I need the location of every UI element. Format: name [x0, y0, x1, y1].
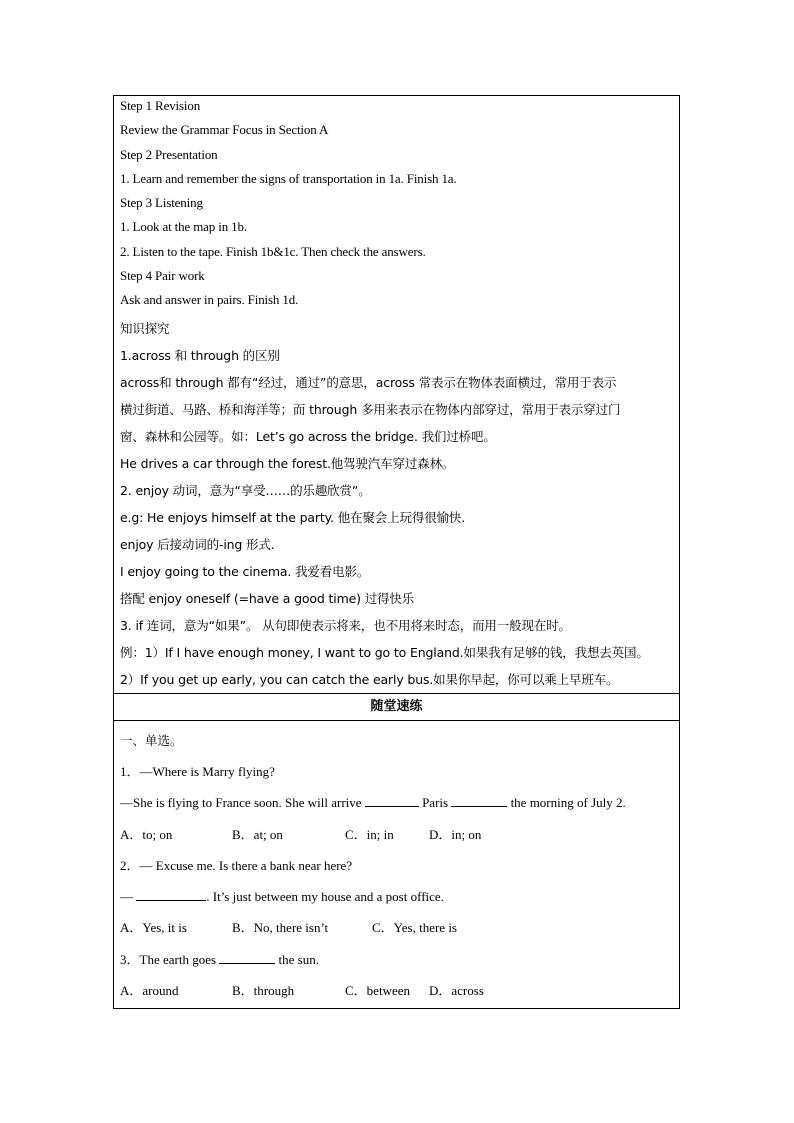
- option-b[interactable]: B．No, there isn’t: [232, 920, 329, 936]
- option-b[interactable]: B．through: [232, 983, 295, 999]
- point-2-line-a: e.g: He enjoys himself at the party. 他在聚会上玩得很愉快.: [120, 509, 466, 525]
- practice-section-header: 随堂速练: [114, 693, 679, 721]
- exercise-cell: [114, 721, 679, 1009]
- step-2-heading: Step 2 Presentation: [120, 146, 218, 162]
- step-2-text: 1. Learn and remember the signs of transportation in 1a. Finish 1a.: [120, 170, 457, 186]
- teaching-steps-cell: [114, 96, 679, 693]
- option-c[interactable]: C．in; in: [345, 826, 394, 842]
- question-3-sentence: [120, 944, 679, 975]
- option-d[interactable]: D．in; on: [429, 826, 482, 842]
- point-2-line-d: 搭配 enjoy oneself (=have a good time) 过得快乐: [120, 590, 415, 606]
- point-2-line-c: I enjoy going to the cinema. 我爱看电影。: [120, 563, 370, 579]
- point-2-line-b: enjoy 后接动词的-ing 形式.: [120, 536, 275, 552]
- answer-blank-1[interactable]: [365, 794, 419, 807]
- knowledge-heading: 知识探究: [120, 320, 170, 336]
- point-1-line-a: across和 through 都有“经过，通过”的意思，across 常表示在物体表面横过，常用于表示: [120, 374, 617, 390]
- question-3-options: [120, 975, 679, 1006]
- point-3-title: 3. if 连词，意为“如果”。 从句即使表示将来，也不用将来时态，而用一般现在时。: [120, 617, 571, 633]
- answer-blank-3[interactable]: [136, 888, 206, 901]
- answer-blank-2[interactable]: [451, 794, 507, 807]
- answer-blank-4[interactable]: [219, 951, 275, 964]
- question-3-text-a: 3．The earth goes: [120, 951, 220, 967]
- question-1-text-c: the morning of July 2.: [507, 795, 626, 811]
- step-4-heading: Step 4 Pair work: [120, 268, 205, 284]
- question-1-sentence: [120, 787, 679, 818]
- step-3-text-2: 2. Listen to the tape. Finish 1b&1c. Then check the answers.: [120, 243, 426, 259]
- point-1-line-d: He drives a car through the forest.他驾驶汽车穿过森林。: [120, 455, 455, 471]
- exercise-section-title: 一、单选。: [120, 732, 183, 748]
- question-1-text-a: —She is flying to France soon. She will arrive: [120, 795, 365, 811]
- option-b[interactable]: B．at; on: [232, 826, 283, 842]
- question-1-options: [120, 819, 679, 850]
- option-d[interactable]: D．across: [429, 983, 484, 999]
- lesson-table: [113, 95, 680, 1009]
- option-a[interactable]: A．to; on: [120, 826, 173, 842]
- point-3-line-a: 例：1）If I have enough money, I want to go to England.如果我有足够的钱，我想去英国。: [120, 644, 649, 660]
- point-2-title: 2. enjoy 动词，意为“享受……的乐趣欣赏”。: [120, 482, 371, 498]
- point-3-line-b: 2）If you get up early, you can catch the early bus.如果你早起，你可以乘上早班车。: [120, 671, 619, 687]
- question-1-prompt: 1．—Where is Marry flying?: [120, 763, 275, 779]
- question-2-sentence: [120, 881, 679, 912]
- step-1-text: Review the Grammar Focus in Section A: [120, 122, 329, 138]
- question-2-prompt: 2．— Excuse me. Is there a bank near here?: [120, 857, 353, 873]
- question-1-text-b: Paris: [418, 795, 452, 811]
- step-1-heading: Step 1 Revision: [120, 98, 201, 113]
- point-1-line-c: 窗、森林和公园等。如：Let’s go across the bridge. 我们过桥吧。: [120, 428, 496, 444]
- point-1-line-b: 横过街道、马路、桥和海洋等；而 through 多用来表示在物体内部穿过，常用于表示穿过门: [120, 401, 621, 417]
- option-c[interactable]: C．Yes, there is: [372, 920, 457, 936]
- option-a[interactable]: A．Yes, it is: [120, 920, 187, 936]
- option-a[interactable]: A．around: [120, 983, 179, 999]
- point-1-title: 1.across 和 through 的区别: [120, 347, 280, 363]
- question-2-options: [120, 912, 679, 943]
- question-2-text-a: —: [120, 889, 137, 905]
- step-4-text: Ask and answer in pairs. Finish 1d.: [120, 292, 299, 308]
- question-2-text-b: . It’s just between my house and a post office.: [206, 889, 444, 905]
- step-3-heading: Step 3 Listening: [120, 195, 203, 211]
- step-3-text-1: 1. Look at the map in 1b.: [120, 219, 247, 235]
- question-3-text-b: the sun.: [275, 951, 319, 967]
- option-c[interactable]: C．between: [345, 983, 410, 999]
